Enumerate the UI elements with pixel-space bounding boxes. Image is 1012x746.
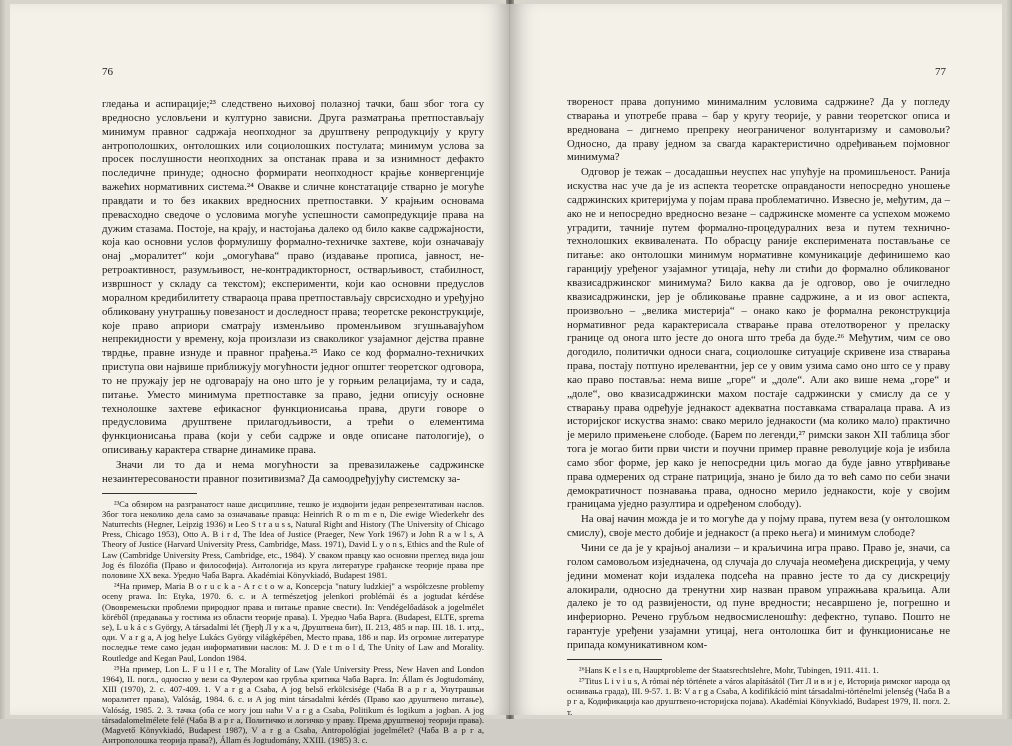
paragraph: Значи ли то да и нема могућности за превазилажење садржинске незаинтересованости правног позитивизма? Да самоодређујућу системску за- [102, 458, 484, 485]
paragraph: Одговор је тежак – досадашњи неуспех нас упућује на промишљеност. Ранија искуства нас уче да је из аспекта теоретске оправданости непосредно уношење садржинских критеријума у појам права проблематично. Извесно је, међутим, да – ако не и непосредно вредносно везане – садржинске моменте са успехом можемо уградити, тачније путем формално-процедуралних веза и путем технично-технолошких еквивалената. По обрасцу раније експеримената постављање се питање: ако онтолошки минимум нормативне комуникације дефинишемо као гаранцију уређеног узајамног утицаја, нећу ли стићи до формално обликованог квазисадржинског минимума? Било каква да је одговор, ово је очигледно квазисадржински, јер је обликовање правне садржине, а и из овог аспекта, произвољно – „велика мистерија“ – онако како је формална реконструкција нормативног реда карактерисала стварање права отелотвореног у преласку границе од онога што јесте до онога што треба да буде.²⁶ Међутим, чим се ово догодило, политички односи снага, социолошке ситуације скривене иза стварања права, постају потпуно ирелевантни, јер се у овим узима само оно што се у праву као право поставља: нема више „горе“ и „доле“. Али ако више нема „горе“ и „доле“, ово квазисадржински махом постаје садржински у смислу да се у стварању права одређује једнакост адекватна поставкама стваралаца права. А из историјског искуства знамо: свако мерило једнакости (ма колико мало) практично је мерило примењене слободе. (Барем по легенди,²⁷ римски закон XII таблица због тога је могао бити први чисти и поучни пример правне револуције која је избила само због форме, јер како је непосредни циљ могао да буде јавно утврђивање права одмерених од стране патриција, знано је било да то већ само по себи значи демократичност познавања права, односно мерило једнакости, које у својим границама уједно разултира и одређеном слободу). [567, 166, 950, 511]
paragraph: Чини се да је у крајњој анализи – и краљичина игра право. Право је, значи, са голом самовољом изједначена, од случаја до случаја неомеђена дискреција, у чему једини моменат који издалека подсећа на правно јесте то да су дискрецију алокирали, односно да тренутни хир назван правом упражњава краљица. Али далеко је то од развијености, од пуне вредности; несавршено је, погрешно и инфериорно. Речено грубљом недвосмисленошћу: дефектно, тупаво. Пошто не гарантује уређени узајамни утицај, нега онтолошка бит и функционисање не припада комуникативном ком- [567, 542, 950, 651]
footnotes [567, 665, 950, 717]
page-number: 77 [935, 66, 946, 78]
left-page [10, 4, 510, 746]
paragraph: На овај начин можда је и то могуће да у појму права, путем веза (у онтолошком смислу), своје место добије и једнакост (а преко њега) и минимум слободе? [567, 513, 950, 540]
footnote-divider [567, 659, 662, 660]
page-number: 76 [102, 66, 113, 78]
right-page [510, 4, 1002, 715]
footnote: ²⁶Hans K e l s e n, Hauptprobleme der Staatsrechtslehre, Mohr, Tubingen, 1911. 411. 1. [579, 664, 879, 675]
footnote-divider [102, 493, 197, 494]
footnotes [102, 499, 484, 746]
paragraph: гледања и аспирације;²³ следствено њиховој полазној тачки, баш због тога су вредносно условљени и културно зависни. Друга разматрања претпостављају минимум правног садржаја неопходног за друштвену репродукцију у кругу антрополошких, онтолошких или социолошких постулата; минимум услова за просек послушности неопходних за опстанак права и за изнимност дефакто последичне принуде; односно формирати неопходност крајње конвергенције важећих нормативних система.²⁴ Овакве и сличне констатације стварно је могуће правдати и то без икаквих вредносних претпоставки. У крајњим основама превасходно сведоче о условима могуће успешности самопредукције права на дужим стазама. Постоје, на крају, и настојања далеко од било какве садржајности, која као основни услов формулишу формално-техничке захтеве, који означавају онај „моралитет“ који „омогућава“ право (издавање прописа, јавност, не-ретроактивност, разумљивост, не-контрадикторност, остварљивост, стабилност, извршност у складу са текстом); експерименти, који као основни предуслов моралном кредибилитету ствараоца права претпостављају сврсисходно и уређујно обликовану унутрашњу повезаност и доследност права; теоретске реконструкције, које право априори сматрају изменљиво променљивом згушњавајућом непрекидности у времену, која произлази из сваколиког узајамног дејства правне тврдње, правне изнуде и правног прађења.²⁵ Иако се код формално-техничких приступа ови највише приближују могућности једног општег теоретског одговора, то не пружају јер не одговарају на оно што је у горњим релацијама, ту и сада, питање. Уместо минимума претпоставке за право, једни описују основне технолошке захтеве ефикасног функционисања права, други говоре о предусловима друштвене прилагодљивости, а трећи о елементима функционисања права (који у себи садрже и овде описане патологије), о описивању карактера стварне динамике права. [102, 98, 484, 457]
footnote: ²⁷Titus L i v i u s, A római nép története a város alapításától (Тит Л и в и ј е, Историја римског народа од оснивања града), III. 9-57. 1. В: V a r g a Csaba, A kodifikáció mint társadalmi-történelmi jelenség (Чаба В а р г а, Кодификација као друштвено-историјска појава). Akadémiai Könyvkiadó, Budapest 1979, II. погл. 2. т. [567, 675, 950, 717]
footnote: ²³Са обзиром на разгранатост наше дисциплине, тешко је издвојити један репрезентативан наслов. Због тога неколико дела само за означавање правца: Heinrich R o m m e n, Die ewige Wiederkehr des Naturrechts (Hegner, Leipzig 1936) и Leo S t r a u s s, Natural Right and History (The University of Chicago Press, Chicago 1953), Otto A. B i r d, The Idea of Justice (Praeger, New York 1967) и John R a w l s, A Theory of Justice (Harvard University Press, Cambridge, Mass. 1971), David L y o n s, Ethics and the Rule of Law (Cambridge University Press, Cambridge, etc., 1984). У сваком правцу као основни преглед вида још Jog és filozófia (Право и философија). Антологија из круга литературе грађанске теорије права пре половине XX века. Уредно Чаба Варга. Akadémiai Könyvkiadó, Budapest 1981. [102, 498, 484, 581]
footnote: ²⁵На пример, Lon L. F u l l e r, The Morality of Law (Yale University Press, New Haven and London 1964), II. погл., односно у вези са Фулером као грубља критика Чаба Варга. In: Állam és Jogtudomány, XIII (1970), 2. с. 407-409. 1. V a r g a Csaba, A jog belső erkölcsisége (Чаба В а р г а, Унутрашњи моралитет права), Valóság, 1984. 6. с. и A jog mint társadalmi kérdés (Право као друштвено питање), Valóság, 1985. 2. 3. тачка (оба се могу још наћи V a r g a Csaba, Politikum és logikum a jogban. A jog társadalomelmélete felé (Чаба В а р г а, Политичко и логичко у праву. Према друштвеној теорији права). (Magvető Könyvkiadó, Budapest 1987), V a r g a Csaba, Antropológiai jogelmélet? (Чаба В а р г а, Антрополошка теорија права?), Állam és Jogtudomány, XXIII. (1985) 3. с. [102, 663, 484, 746]
footnote: ²⁴На пример, Maria B o r u c k a - A r c t o w a, Koncepcja "natury ludzkiej" a współczesne problemy oceny prawa. In: Etyka, 1970. 6. с. и A természetjog jelenkori problémái és a jogtudat kérdése (Ововремењски проблеми природног права и питање правне свести). In: Vendégelőadások a jogelmélet köréből (предавања у гостима из области теорије права). І. Уредно Чаба Варга. (Budapest, ELTE, sprema se), L u k á c s György, A társadalmi lét (Ђерђ Л у к а ч, Друштвена бит), II. 213, 485 и пар. III. 18. 1. итд., оди. V a r g a, A jog helye Lukács György világképében, Место права, 186 и пар. Из огромне литературе последње теме само један информативни наслов: M. J. D e t m o l d, The Unity of Law and Morality. Routledge and Kegan Paul, London 1984. [102, 581, 484, 663]
body-text [567, 96, 950, 717]
paragraph: твореност права допунимо минималним условима садржине? Да у погледу стварања и употребе права – бар у кругу теорије, у равни теоретског описа и вреднована – дигнемо препреку неограниченог волунтаризму и самовољи? Односно, да праву једном за свагда карактеристично одређивањем појмовног минимума? [567, 96, 950, 164]
body-text [102, 98, 484, 746]
